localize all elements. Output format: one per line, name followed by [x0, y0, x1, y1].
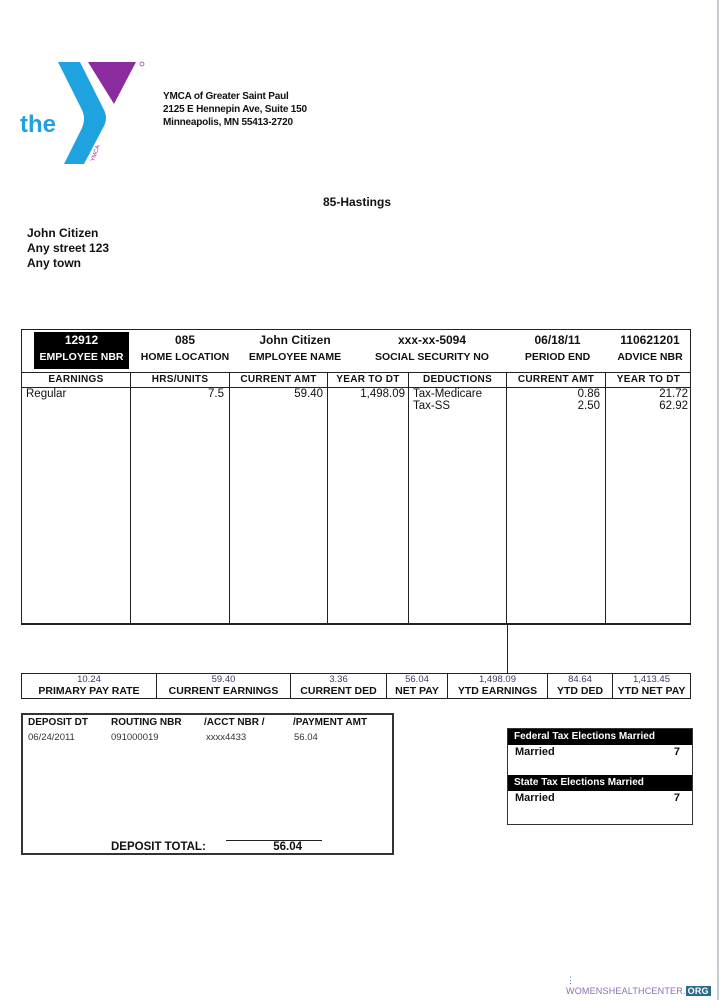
- location-title: 85-Hastings: [322, 195, 392, 209]
- earnings-ytd: 1,498.09: [360, 388, 405, 400]
- federal-tax-title: Federal Tax Elections Married: [508, 729, 692, 745]
- page-edge-scrollbar: [717, 0, 719, 1000]
- acct-nbr-header: /ACCT NBR /: [204, 717, 265, 728]
- summary-current-earnings: 59.40 CURRENT EARNINGS: [157, 674, 291, 698]
- routing-nbr-header: ROUTING NBR: [111, 717, 182, 728]
- column-divider: [408, 372, 409, 623]
- ymca-logo: [18, 58, 148, 168]
- deduction-current: 0.86: [577, 388, 600, 400]
- deposit-dt-header: DEPOSIT DT: [28, 717, 89, 728]
- watermark-text: WOMENSHEALTHCENTER.: [566, 986, 686, 996]
- col-year-to-dt: YEAR TO DT: [336, 374, 400, 385]
- direct-deposit-box: [21, 713, 394, 855]
- state-tax-row: [508, 791, 692, 821]
- state-allowances: 7: [673, 792, 680, 804]
- deduction-ytd: 21.72: [659, 388, 688, 400]
- recipient-address: [27, 226, 109, 271]
- recipient-name: John Citizen: [27, 226, 99, 240]
- summary-net-pay: 56.04 NET PAY: [387, 674, 448, 698]
- advice-nbr: 110621201 ADVICE NBR: [617, 333, 683, 363]
- employer-address-line2: Minneapolis, MN 55413-2720: [163, 117, 293, 128]
- summary-ytd-earnings: 1,498.09 YTD EARNINGS: [448, 674, 548, 698]
- column-divider: [229, 372, 230, 623]
- earnings-type: Regular: [26, 388, 67, 400]
- svg-text:YMCA: YMCA: [90, 144, 102, 163]
- col-ded-year-to-dt: YEAR TO DT: [616, 374, 681, 385]
- routing-nbr: 091000019: [111, 732, 159, 743]
- deduction-current: 2.50: [577, 400, 600, 412]
- summary-current-ded: 3.36 CURRENT DED: [291, 674, 387, 698]
- federal-status: Married: [515, 746, 555, 758]
- summary-ytd-ded: 84.64 YTD DED: [548, 674, 613, 698]
- connector-line: [507, 625, 508, 673]
- recipient-town: Any town: [27, 256, 81, 270]
- dots-icon: ⋮: [566, 975, 576, 985]
- summary-ytd-net-pay: 1,413.45 YTD NET PAY: [617, 674, 686, 697]
- social-security-no: xxx-xx-5094 SOCIAL SECURITY NO: [375, 333, 489, 363]
- col-current-amt: CURRENT AMT: [240, 374, 317, 385]
- federal-tax-row: [508, 745, 692, 775]
- deposit-total-value: 56.04: [273, 841, 302, 853]
- state-status: Married: [515, 792, 555, 804]
- col-hrs-units: HRS/UNITS: [151, 374, 209, 385]
- period-end: 06/18/11 PERIOD END: [524, 333, 591, 363]
- deduction-ytd: 62.92: [659, 400, 688, 412]
- pay-summary-row: [21, 673, 691, 699]
- federal-allowances: 7: [673, 746, 680, 758]
- employer-name: YMCA of Greater Saint Paul: [163, 91, 289, 102]
- column-divider: [327, 372, 328, 623]
- column-header-row: [22, 372, 690, 388]
- watermark: [566, 975, 720, 996]
- earnings-hrs: 7.5: [208, 388, 224, 400]
- payment-amt-header: /PAYMENT AMT: [293, 717, 368, 728]
- deposit-dt: 06/24/2011: [28, 732, 75, 743]
- payment-amt: 56.04: [294, 732, 318, 743]
- employee-header-row: [22, 330, 690, 370]
- pay-details-table: [21, 329, 691, 625]
- employer-address-line1: 2125 E Hennepin Ave, Suite 150: [163, 104, 307, 115]
- state-tax-title: State Tax Elections Married: [508, 775, 692, 791]
- acct-nbr: xxxx4433: [206, 732, 247, 743]
- earnings-current: 59.40: [294, 388, 323, 400]
- employer-address: [163, 90, 307, 129]
- col-ded-current-amt: CURRENT AMT: [517, 374, 595, 385]
- recipient-street: Any street 123: [27, 241, 110, 255]
- deposit-total-label: DEPOSIT TOTAL:: [111, 841, 206, 853]
- col-earnings: EARNINGS: [48, 374, 104, 385]
- employee-name: John Citizen EMPLOYEE NAME: [248, 333, 342, 363]
- deduction-type: Tax-Medicare: [413, 388, 483, 400]
- deduction-type: Tax-SS: [413, 400, 451, 412]
- column-divider: [130, 372, 131, 623]
- home-location: 085 HOME LOCATION: [140, 333, 230, 363]
- tax-elections-box: [507, 728, 693, 825]
- watermark-suffix: ORG: [687, 986, 709, 996]
- employee-nbr: 12912 EMPLOYEE NBR: [34, 332, 129, 369]
- summary-primary-pay-rate: 10.24 PRIMARY PAY RATE: [22, 674, 157, 698]
- ymca-y-icon: [18, 58, 148, 168]
- svg-text:the: the: [20, 111, 56, 138]
- col-deductions: DEDUCTIONS: [422, 374, 493, 385]
